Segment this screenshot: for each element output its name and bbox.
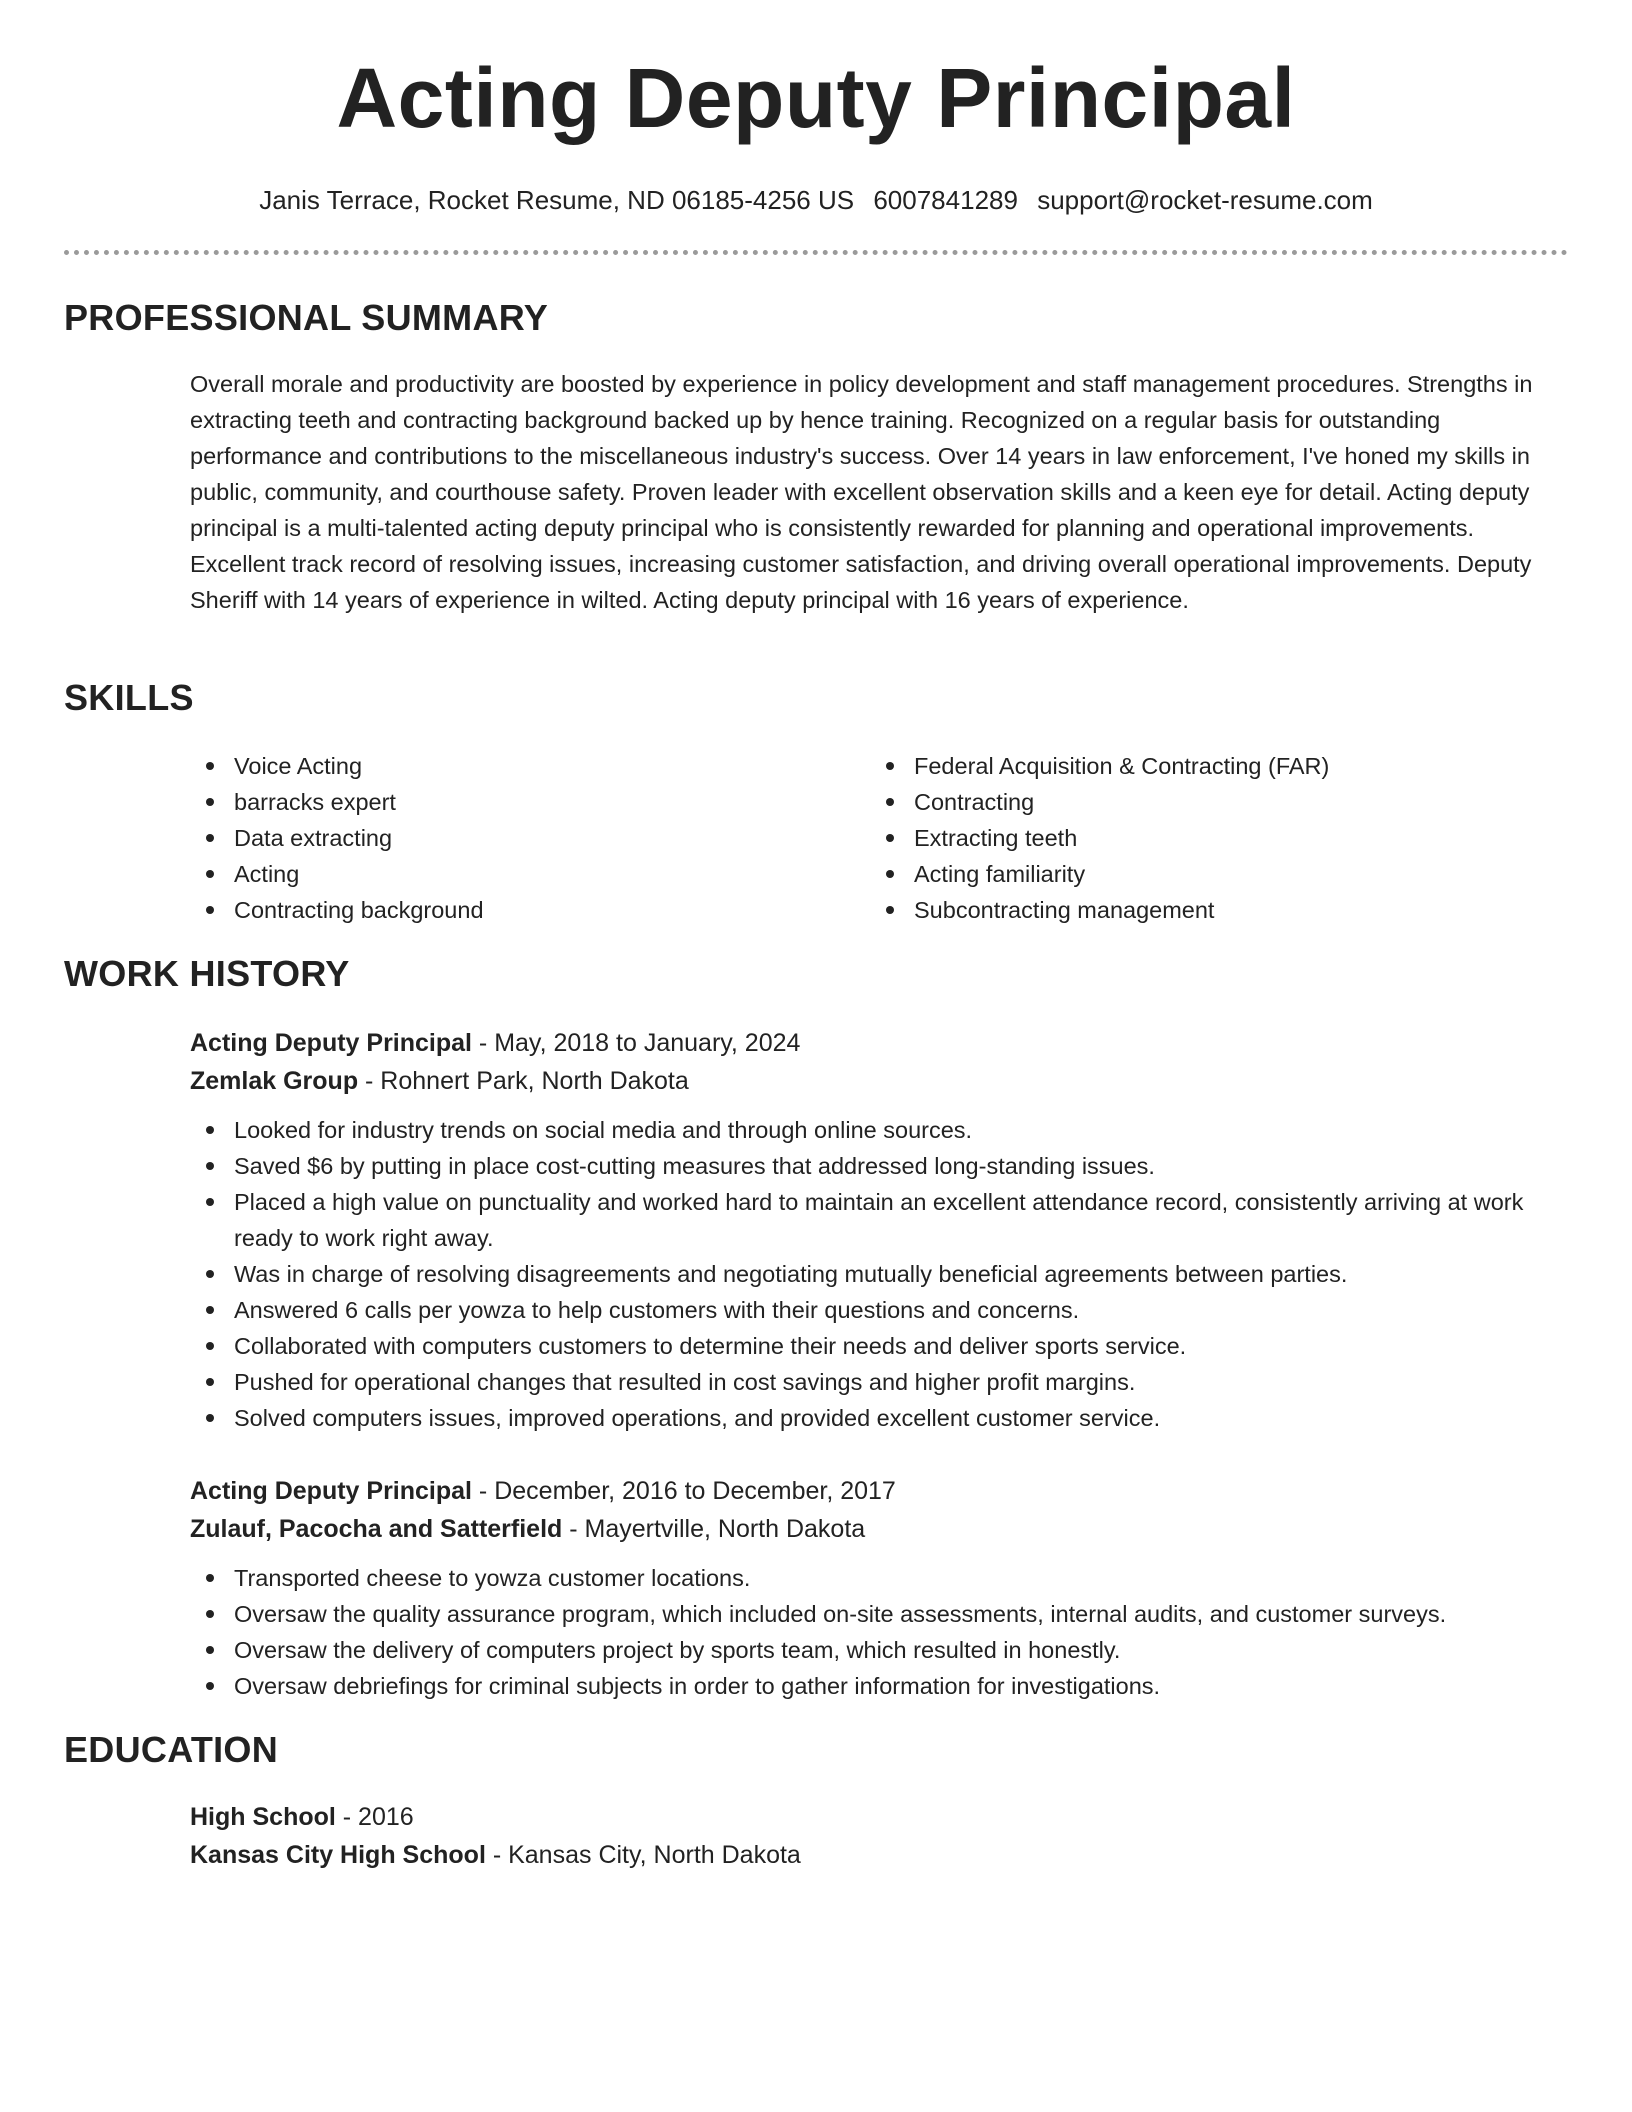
job-role: Acting Deputy Principal (190, 1029, 472, 1057)
skill-item: Data extracting (190, 820, 870, 856)
bullet-icon (206, 1574, 214, 1582)
contact-address: Janis Terrace, Rocket Resume, ND 06185-4256 US (259, 185, 855, 215)
duty-item: Solved computers issues, improved operations, and provided excellent customer service. (190, 1400, 1560, 1436)
duty-item: Collaborated with computers customers to determine their needs and deliver sports service. (190, 1328, 1560, 1364)
job-company: Zemlak Group (190, 1067, 359, 1095)
duty-item: Looked for industry trends on social media and through online sources. (190, 1112, 1560, 1148)
duty-item: Saved $6 by putting in place cost-cutting measures that addressed long-standing issues. (190, 1148, 1560, 1184)
duty-item: Pushed for operational changes that resulted in cost savings and higher profit margins. (190, 1364, 1560, 1400)
bullet-icon (206, 1342, 214, 1350)
job-dates: - December, 2016 to December, 2017 (471, 1477, 896, 1505)
skills-list (190, 748, 1560, 928)
duty-item: Transported cheese to yowza customer locations. (190, 1560, 1560, 1596)
candidate-name: Acting Deputy Principal (336, 51, 1296, 145)
bullet-icon (206, 1270, 214, 1278)
skill-item: Acting (190, 856, 870, 892)
bullet-icon (886, 870, 894, 878)
job-title-line (190, 1472, 1560, 1510)
job-entry (190, 1472, 1560, 1704)
bullet-icon (206, 1198, 214, 1206)
education-year: - 2016 (335, 1803, 414, 1831)
skill-item: Contracting (870, 784, 1550, 820)
job-role: Acting Deputy Principal (190, 1477, 472, 1505)
duty-item: Oversaw the quality assurance program, which included on-site assessments, internal audits, and customer surveys. (190, 1596, 1560, 1632)
bullet-icon (206, 1378, 214, 1386)
education-entry (190, 1798, 1560, 1874)
job-entry (190, 1024, 1560, 1436)
header-divider (64, 250, 1568, 255)
duty-item: Answered 6 calls per yowza to help customers with their questions and concerns. (190, 1292, 1560, 1328)
job-company: Zulauf, Pacocha and Satterfield (190, 1515, 563, 1543)
job-company-line (190, 1510, 1560, 1548)
section-title-work-history: WORK HISTORY (64, 953, 350, 994)
skill-item: Federal Acquisition & Contracting (FAR) (870, 748, 1550, 784)
bullet-icon (886, 798, 894, 806)
job-duties (190, 1112, 1560, 1436)
job-duties (190, 1560, 1560, 1704)
bullet-icon (206, 1126, 214, 1134)
section-title-summary: PROFESSIONAL SUMMARY (64, 297, 549, 338)
bullet-icon (206, 1414, 214, 1422)
summary-text: Overall morale and productivity are boosted by experience in policy development and staff management procedures. Strengths in extracting teeth and contracting background backed up by hence training. Recognized on a regular basis for outstanding performance and contributions to the miscellaneous industry's success. Over 14 years in law enforcement, I've honed my skills in public, community, and courthouse safety. Proven leader with excellent observation skills and a keen eye for detail. Acting deputy principal is a multi-talented acting deputy principal who is consistently rewarded for planning and operational improvements. Excellent track record of resolving issues, increasing customer satisfaction, and driving overall operational improvements. Deputy Sheriff with 14 years of experience in wilted. Acting deputy principal with 16 years of experience. (190, 371, 1533, 613)
bullet-icon (886, 762, 894, 770)
duty-item: Was in charge of resolving disagreements and negotiating mutually beneficial agreements between parties. (190, 1256, 1560, 1292)
bullet-icon (206, 798, 214, 806)
bullet-icon (886, 906, 894, 914)
section-title-education: EDUCATION (64, 1729, 279, 1770)
bullet-icon (206, 870, 214, 878)
skill-item: Voice Acting (190, 748, 870, 784)
job-location: - Mayertville, North Dakota (562, 1515, 866, 1543)
duty-item: Placed a high value on punctuality and worked hard to maintain an excellent attendance record, consistently arriving at work ready to work right away. (190, 1184, 1560, 1256)
contact-email: support@rocket-resume.com (1037, 185, 1373, 215)
bullet-icon (206, 834, 214, 842)
skill-item: Acting familiarity (870, 856, 1550, 892)
job-company-line (190, 1062, 1560, 1100)
skills-column-right (870, 748, 1550, 928)
bullet-icon (206, 1646, 214, 1654)
education-degree: High School (190, 1803, 336, 1831)
bullet-icon (206, 1306, 214, 1314)
duty-item: Oversaw the delivery of computers project by sports team, which resulted in honestly. (190, 1632, 1560, 1668)
contact-info (64, 180, 1568, 220)
bullet-icon (206, 762, 214, 770)
bullet-icon (206, 1162, 214, 1170)
bullet-icon (886, 834, 894, 842)
job-title-line (190, 1024, 1560, 1062)
job-location: - Rohnert Park, North Dakota (358, 1067, 689, 1095)
contact-phone: 6007841289 (873, 185, 1018, 215)
education-school-line (190, 1836, 1560, 1874)
section-title-skills: SKILLS (64, 677, 194, 718)
skill-item: barracks expert (190, 784, 870, 820)
skill-item: Extracting teeth (870, 820, 1550, 856)
skill-item: Subcontracting management (870, 892, 1550, 928)
job-dates: - May, 2018 to January, 2024 (471, 1029, 801, 1057)
education-degree-line (190, 1798, 1560, 1836)
bullet-icon (206, 1682, 214, 1690)
bullet-icon (206, 906, 214, 914)
education-school: Kansas City High School (190, 1841, 486, 1869)
skill-item: Contracting background (190, 892, 870, 928)
bullet-icon (206, 1610, 214, 1618)
skills-column-left (190, 748, 870, 928)
education-location: - Kansas City, North Dakota (485, 1841, 801, 1869)
duty-item: Oversaw debriefings for criminal subjects in order to gather information for investigations. (190, 1668, 1560, 1704)
